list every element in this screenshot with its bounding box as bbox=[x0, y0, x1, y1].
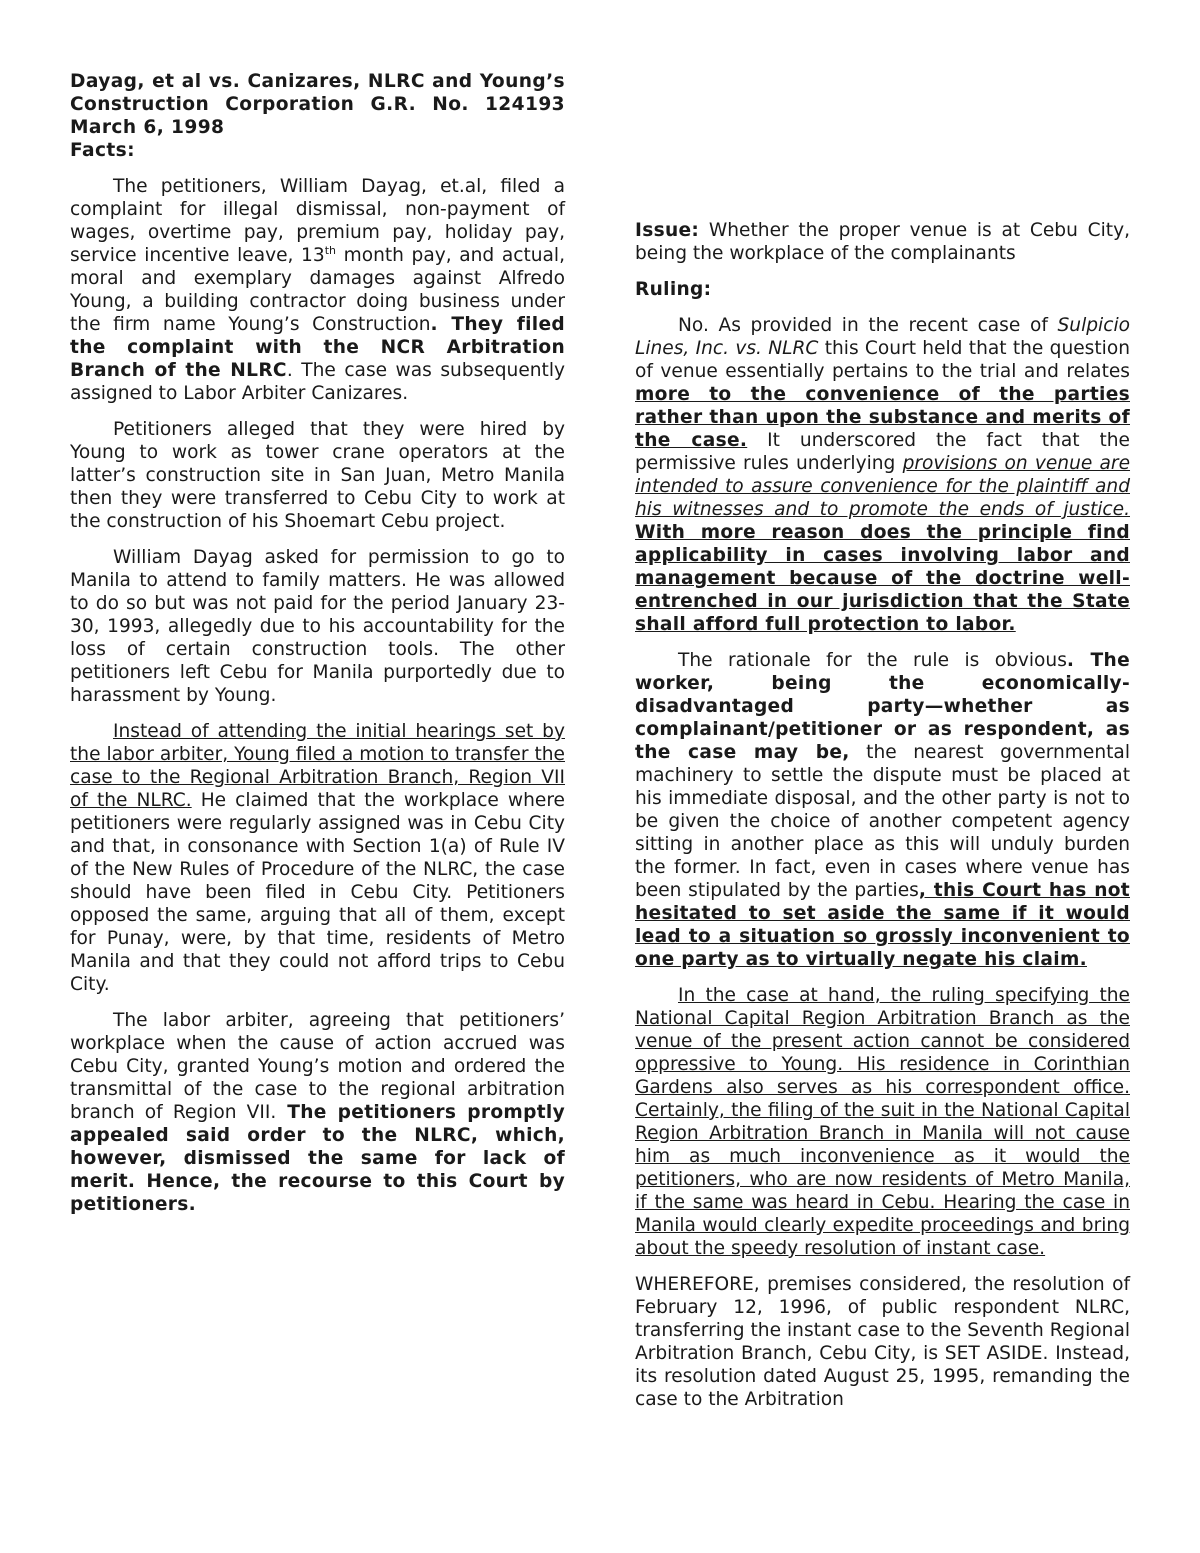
ruling-p3-underlined: In the case at hand, the ruling specifying the National Capital Region Arbitration Branch as the venue of the present action cannot be considered oppressive to Young. His residence in Corinthian Gardens also serves as his correspondent office. Certainly, the filing of the suit in the National Capital Region Arbitration Branch in Manila will not cause him as much inconvenience as it would the petitioners, who are now residents of Metro Manila, if the same was heard in Cebu. Hearing the case in Manila would clearly expedite proceedings and bring about the speedy resolution of instant case. bbox=[635, 985, 1130, 1259]
facts-p5-bold: The petitioners promptly appealed said order to the NLRC, which, however, dismissed the same for lack of merit. Hence, the recourse to this Court by petitioners. bbox=[70, 1102, 565, 1215]
issue-text: Whether the proper venue is at Cebu City, being the workplace of the complainants bbox=[635, 220, 1130, 264]
facts-p1-text-c: . The case was subsequently assigned to Labor Arbiter Canizares. bbox=[70, 360, 565, 404]
issue-paragraph bbox=[635, 219, 1130, 265]
facts-p4-text: He claimed that the workplace where petitioners were regularly assigned was in Cebu City and that, in consonance with Section 1(a) of Rule IV of the New Rules of Procedure of the NLRC, the case should have been filed in Cebu City. Petitioners opposed the same, arguing that all of them, except for Punay, were, by that time, residents of Metro Manila and that they could not afford trips to Cebu City. bbox=[70, 790, 565, 995]
ruling-paragraph-3 bbox=[635, 984, 1130, 1260]
facts-paragraph-1 bbox=[70, 175, 565, 405]
facts-p5-text: The labor arbiter, agreeing that petitioners’ workplace when the cause of action accrued was Cebu City, granted Young’s motion and ordered the transmittal of the case to the regional arbitration branch of Region VII. bbox=[70, 1010, 565, 1123]
facts-p1-superscript: th bbox=[324, 243, 336, 257]
facts-p1-text-a: The petitioners, William Dayag, et.al, filed a complaint for illegal dismissal, non-payment of wages, overtime pay, premium pay, holiday pay, service incentive leave, 13 bbox=[70, 176, 565, 266]
case-title: Dayag, et al vs. Canizares, NLRC and Young’s Construction Corporation G.R. No. 124193 March 6, 1998 bbox=[70, 71, 565, 138]
ruling-p1-bold-underlined-2: With more reason does the principle find applicability in cases involving labor and management because of the doctrine well-entrenched in our jurisdiction that the State shall afford full protection to labor. bbox=[635, 522, 1130, 635]
ruling-p1-case-citation: Sulpicio Lines, Inc. vs. NLRC bbox=[635, 315, 1130, 359]
ruling-p1-text-c: It underscored the fact that the permissive rules underlying bbox=[635, 430, 1130, 474]
ruling-p2-text-a: The rationale for the rule is obvious bbox=[678, 650, 1067, 671]
facts-p1-bold: . They filed the complaint with the NCR Arbitration Branch of the NLRC bbox=[70, 314, 565, 381]
left-column bbox=[70, 70, 565, 1216]
facts-paragraph-3: William Dayag asked for permission to go to Manila to attend to family matters. He was allowed to do so but was not paid for the period January 23-30, 1993, allegedly due to his accountability for the loss of certain construction tools. The other petitioners left Cebu for Manila purportedly due to harassment by Young. bbox=[70, 547, 565, 706]
ruling-heading: Ruling: bbox=[635, 279, 712, 300]
ruling-paragraph-1 bbox=[635, 314, 1130, 636]
facts-p4-underlined: Instead of attending the initial hearings set by the labor arbiter, Young filed a motion to transfer the case to the Regional Arbitration Branch, Region VII of the NLRC. bbox=[70, 721, 565, 811]
facts-heading: Facts: bbox=[70, 140, 135, 161]
ruling-paragraph-2 bbox=[635, 649, 1130, 971]
facts-paragraph-4 bbox=[70, 720, 565, 996]
facts-paragraph-5 bbox=[70, 1009, 565, 1216]
ruling-p1-text-a: No. As provided in the recent case of bbox=[678, 315, 1058, 336]
facts-p1-text-b: month pay, and actual, moral and exemplary damages against Alfredo Young, a building contractor doing business under the firm name Young’s Construction bbox=[70, 245, 565, 335]
ruling-p1-italic-underlined: provisions on venue are intended to assure convenience for the plaintiff and his witnesses and to promote the ends of justice. bbox=[635, 453, 1131, 520]
dispositive-paragraph: WHEREFORE, premises considered, the resolution of February 12, 1996, of public respondent NLRC, transferring the instant case to the Seventh Regional Arbitration Branch, Cebu City, is SET ASIDE. Instead, its resolution dated August 25, 1995, remanding the case to the Arbitration bbox=[635, 1274, 1130, 1410]
issue-label: Issue: bbox=[635, 220, 700, 241]
facts-paragraph-2: Petitioners alleged that they were hired by Young to work as tower crane operators at the latter’s construction site in San Juan, Metro Manila then they were transferred to Cebu City to work at the construction of his Shoemart Cebu project. bbox=[70, 419, 565, 532]
ruling-p1-text-b: this Court held that the question of venue essentially pertains to the trial and relates bbox=[635, 338, 1130, 382]
ruling-p2-bold-underlined: , this Court has not hesitated to set aside the same if it would lead to a situation so grossly inconvenient to one party as to virtually negate his claim. bbox=[635, 880, 1130, 970]
ruling-p1-bold-underlined: more to the convenience of the parties rather than upon the substance and merits of the case. bbox=[635, 384, 1130, 451]
ruling-p2-text-b: the nearest governmental machinery to settle the dispute must be placed at his immediate disposal, and the other party is not to be given the choice of another competent agency sitting in another place as this will unduly burden the former. In fact, even in cases where venue has been stipulated by the parties bbox=[635, 742, 1130, 901]
right-column bbox=[635, 219, 1130, 1411]
ruling-p2-bold: . The worker, being the economically-disadvantaged party—whether as complainant/petitioner or as respondent, as the case may be, bbox=[635, 650, 1130, 763]
